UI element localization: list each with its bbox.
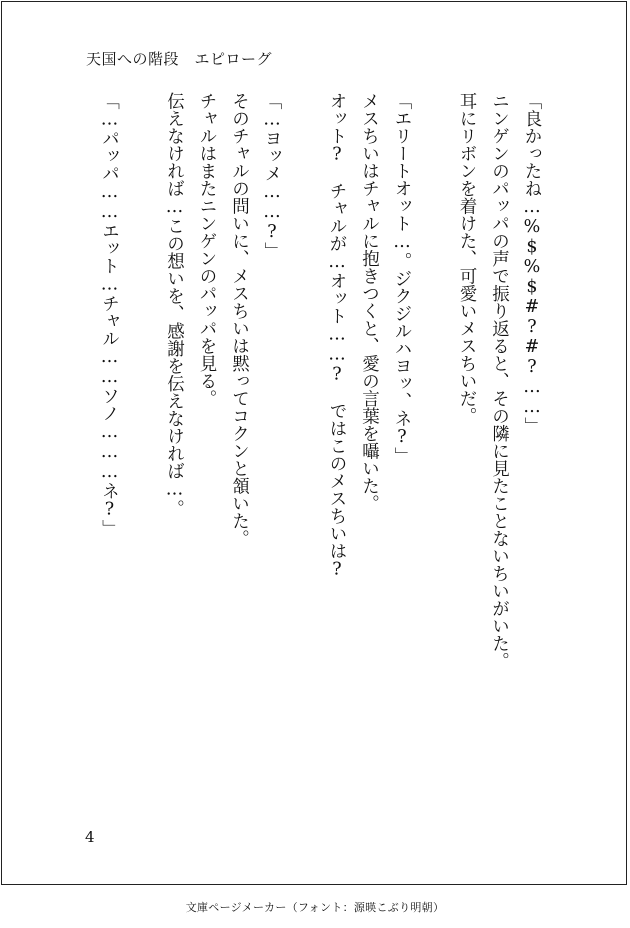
text-line: 「…パッパ……エット…チャル……ソノ………ネ?」 [99, 92, 120, 537]
text-line: チャルはまたニンゲンのパッパを見る。 [197, 92, 217, 407]
vertical-body-text [93, 92, 548, 812]
running-header-title: 天国への階段 エピローグ [86, 50, 273, 68]
blank-line [288, 92, 321, 812]
text-line: 「良かったね…%$%$#?#?……」 [522, 92, 542, 435]
text-line: オット? チャルが…オット……? ではこのメスちいは? [327, 92, 347, 580]
footer-credit: 文庫ページメーカー（フォント：源暎こぶり明朝） [185, 901, 445, 914]
text-line: メスちいはチャルに抱きつくと、愛の言葉を囁いた。 [359, 92, 380, 512]
text-line: ニンゲンのパッパの声で振り返ると、その隣に見たことないちいがいた。 [489, 92, 510, 670]
blank-line [126, 92, 159, 812]
text-line: 「エリートオット…。ジクジルハヨッ、ネ?」 [392, 92, 412, 465]
text-line: 「…ヨッメ……?」 [262, 92, 282, 260]
page-number: 4 [85, 828, 95, 846]
text-line: 耳にリボンを着けた、可愛いメスちいだ。 [457, 92, 477, 425]
page-frame [1, 1, 627, 885]
text-line: そのチャルの問いに、メスちいは黙ってコクンと頷いた。 [229, 92, 250, 547]
blank-line [418, 92, 451, 812]
text-line: 伝えなければ…この想いを、感謝を伝えなければ…。 [164, 92, 185, 517]
